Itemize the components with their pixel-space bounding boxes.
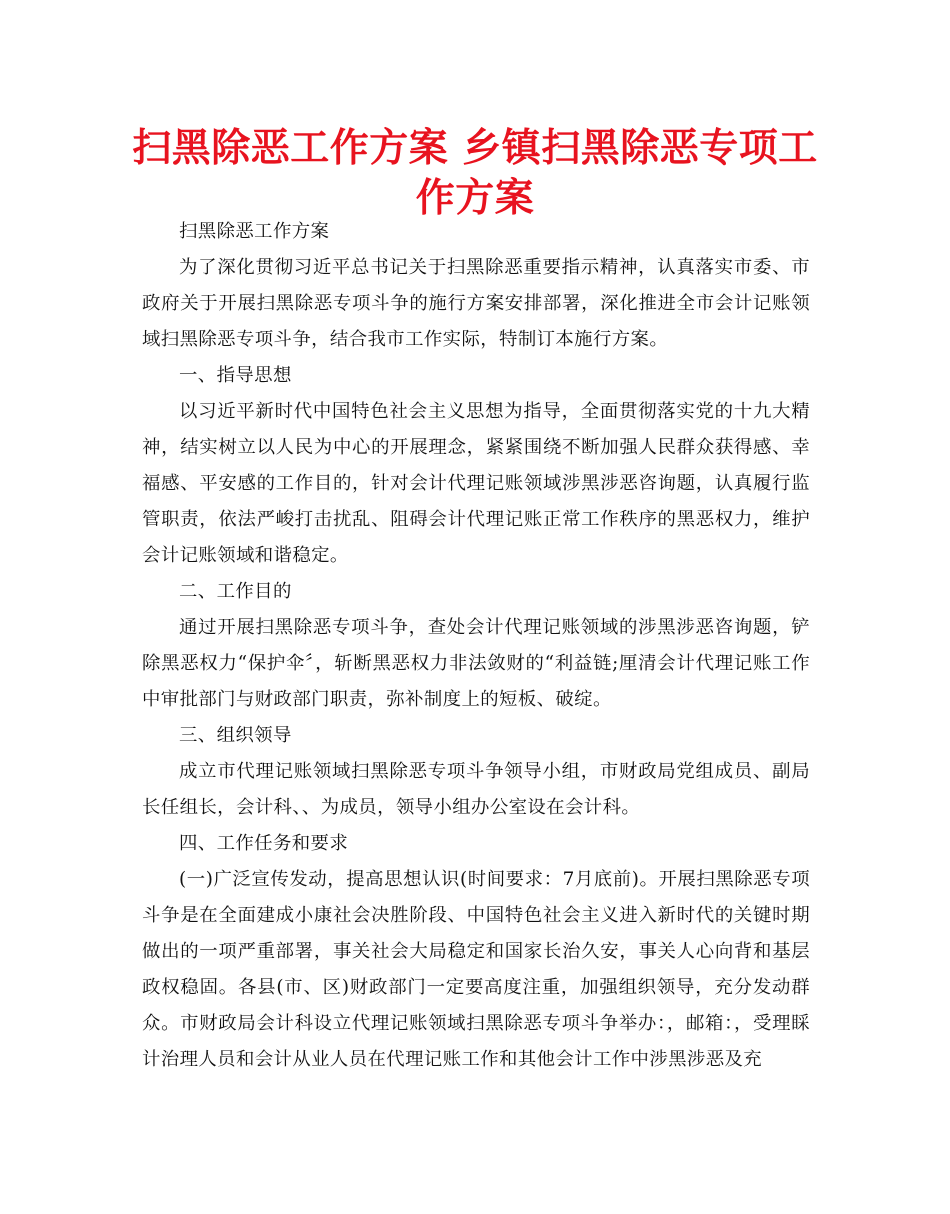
body-paragraph: 通过开展扫黑除恶专项斗争，查处会计代理记账领域的涉黑涉恶咨询题，铲除黑恶权力“保护伞〞，斩断黑恶权力非法敛财的“利益链;厘清会计代理记账工作中审批部门与财政部门职责，弥补制度上的短板、破绽。 (142, 617, 810, 710)
body-paragraph: (一)广泛宣传发动，提高思想认识(时间要求：7月底前)。开展扫黑除恶专项斗争是在全面建成小康社会决胜阶段、中国特色社会主义进入新时代的关键时期做出的一项严重部署，事关社会大局稳定和国家长治久安，事关人心向背和基层政权稳固。各县(市、区)财政部门一定要高度注重，加强组织领导，充分发动群众。市财政局会计科设立代理记账领域扫黑除恶专项斗争举办：，邮箱：，受理睬计治理人员和会计从业人员在代理记账工作和其他会计工作中涉黑涉恶及充 (142, 869, 810, 1070)
section-heading: 四、工作任务和要求 (179, 833, 349, 854)
section-heading: 二、工作目的 (179, 581, 292, 602)
body-paragraph: 扫黑除恶工作方案 (179, 221, 330, 242)
body-paragraph: 为了深化贯彻习近平总书记关于扫黑除恶重要指示精神，认真落实市委、市政府关于开展扫黑除恶专项斗争的施行方案安排部署，深化推进全市会计记账领域扫黑除恶专项斗争，结合我市工作实际，特制订本施行方案。 (142, 257, 810, 350)
section-heading: 三、组织领导 (179, 725, 292, 746)
section-heading: 一、指导思想 (179, 365, 292, 386)
body-paragraph: 以习近平新时代中国特色社会主义思想为指导，全面贯彻落实党的十九大精神，结实树立以人民为中心的开展理念，紧紧围绕不断加强人民群众获得感、幸福感、平安感的工作目的，针对会计代理记账领域涉黑涉恶咨询题，认真履行监管职责，依法严峻打击扰乱、阻碍会计代理记账正常工作秩序的黑恶权力，维护会计记账领域和谐稳定。 (142, 401, 810, 566)
document-body (142, 214, 810, 1078)
document-title: 扫黑除恶工作方案 乡镇扫黑除恶专项工作方案 (132, 126, 818, 221)
body-paragraph: 成立市代理记账领域扫黑除恶专项斗争领导小组，市财政局党组成员、副局长任组长，会计科、、为成员，领导小组办公室设在会计科。 (142, 761, 810, 818)
